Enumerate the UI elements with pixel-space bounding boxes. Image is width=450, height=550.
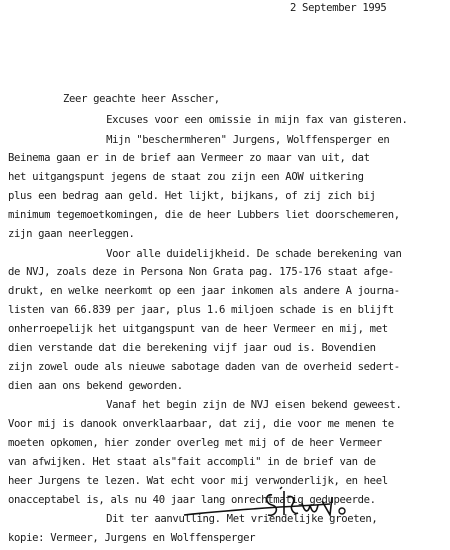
body-line: Beinema gaan er in de brief aan Vermeer zo maar van uit, dat	[8, 152, 370, 164]
body-line: Voor mij is danook onverklaarbaar, dat zij, die voor me menen te	[8, 418, 394, 430]
body-line: Vanaf het begin zijn de NVJ eisen bekend geweest.	[82, 399, 402, 411]
body-line: Voor alle duidelijkheid. De schade berekening van	[82, 248, 402, 260]
cc-line: kopie: Vermeer, Jurgens en Wolffensperger	[8, 532, 256, 544]
body-line: de NVJ, zoals deze in Persona Non Grata pag. 175-176 staat afge-	[8, 266, 394, 278]
body-line: minimum tegemoetkomingen, die de heer Lubbers liet doorschemeren,	[8, 209, 400, 221]
closing: Dit ter aanvulling. Met vriendelijke groeten,	[82, 513, 378, 525]
body-line: dien aan ons bekend geworden.	[8, 380, 183, 392]
body-line: plus een bedrag aan geld. Het lijkt, bijkans, of zij zich bij	[8, 190, 376, 202]
letter-date: 2 September 1995	[290, 2, 387, 14]
body-line: het uitgangspunt jegens de staat zou zijn een AOW uitkering	[8, 171, 364, 183]
body-line: Mijn "beschermheren" Jurgens, Wolffensperger en	[82, 134, 390, 146]
salutation: Zeer geachte heer Asscher,	[63, 93, 220, 105]
body-line: van afwijken. Het staat als"fait accompli" in de brief van de	[8, 456, 376, 468]
body-line: zijn zowel oude als nieuwe sabotage daden van de overheid sedert-	[8, 361, 400, 373]
body-line: drukt, en welke neerkomt op een jaar inkomen als andere A journa-	[8, 285, 400, 297]
body-line: zijn gaan neerleggen.	[8, 228, 135, 240]
body-line: Excuses voor een omissie in mijn fax van gisteren.	[82, 114, 408, 126]
body-line: listen van 66.839 per jaar, plus 1.6 miljoen schade is en blijft	[8, 304, 394, 316]
body-line: onacceptabel is, als nu 40 jaar lang onrechtmatig gedupeerde.	[8, 494, 376, 506]
handwritten-signature	[180, 485, 390, 525]
body-line: dien verstande dat die berekening vijf jaar oud is. Bovendien	[8, 342, 376, 354]
body-line: moeten opkomen, hier zonder overleg met mij of de heer Vermeer	[8, 437, 382, 449]
body-line: onherroepelijk het uitgangspunt van de heer Vermeer en mij, met	[8, 323, 388, 335]
body-line: heer Jurgens te lezen. Wat echt voor mij verwonderlijk, en heel	[8, 475, 388, 487]
